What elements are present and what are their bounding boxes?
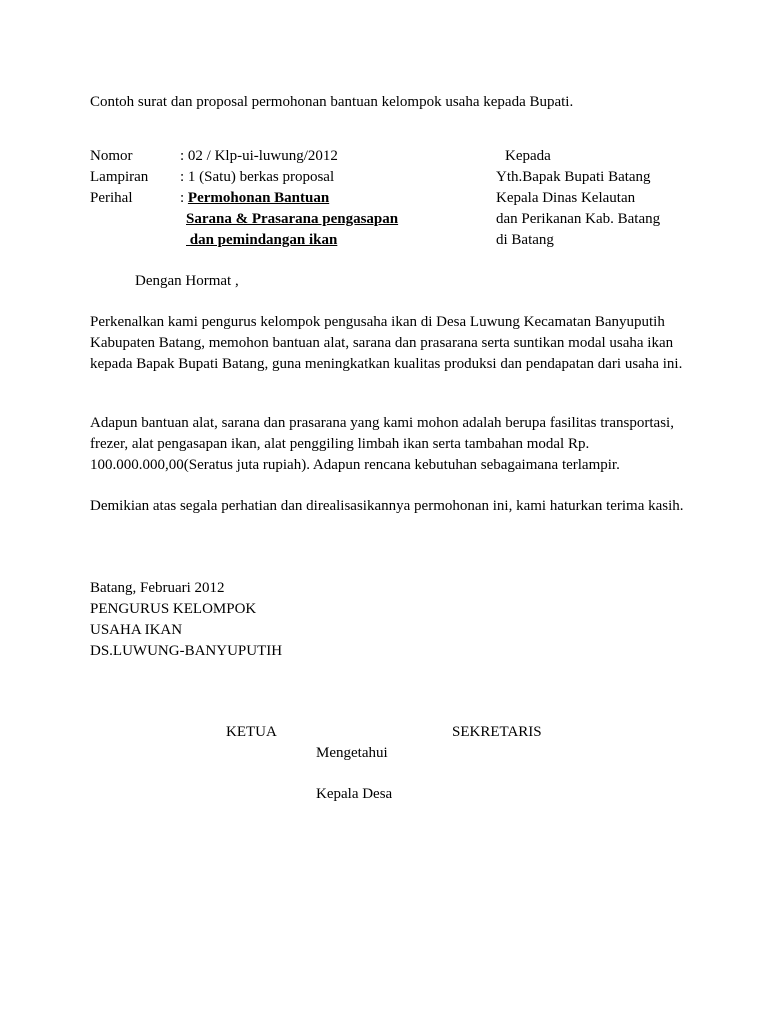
perihal-label: Perihal [90,190,133,206]
lampiran-label: Lampiran [90,169,149,185]
recipient-line1: Kepada [505,148,551,164]
lampiran-value: : 1 (Satu) berkas proposal [180,169,335,185]
closing-org-line2: USAHA IKAN [90,622,183,638]
recipient-line2: Yth.Bapak Bupati Batang [496,169,651,185]
closing-org-line1: PENGURUS KELOMPOK [90,601,257,617]
recipient-line5: di Batang [496,232,554,248]
signature-ketua: KETUA [226,724,277,740]
nomor-label: Nomor [90,148,133,164]
perihal-line3: dan pemindangan ikan [186,232,338,248]
nomor-value: : 02 / Klp-ui-luwung/2012 [180,148,338,164]
signature-sekretaris: SEKRETARIS [452,724,542,740]
signature-kepala-desa: Kepala Desa [316,786,393,802]
document-heading: Contoh surat dan proposal permohonan bantuan kelompok usaha kepada Bupati. [90,94,574,110]
perihal-value [180,188,329,209]
body-paragraph-2: Adapun bantuan alat, sarana dan prasarana yang kami mohon adalah berupa fasilitas transportasi, frezer, alat pengasapan ikan, alat penggiling limbah ikan serta tambahan modal Rp. 100.000.000,00(Seratus juta rupiah). Adapun rencana kebutuhan sebagaimana terlampir. [90,415,674,473]
perihal-colon: : [180,190,188,206]
closing-date: Batang, Februari 2012 [90,580,225,596]
perihal-line2: Sarana & Prasarana pengasapan [186,211,399,227]
body-paragraph-3: Demikian atas segala perhatian dan direalisasikannya permohonan ini, kami haturkan terima kasih. [90,498,684,514]
signature-mengetahui: Mengetahui [316,745,388,761]
closing-org-line3: DS.LUWUNG-BANYUPUTIH [90,643,283,659]
body-paragraph-1: Perkenalkan kami pengurus kelompok pengusaha ikan di Desa Luwung Kecamatan Banyuputih Kabupaten Batang, memohon bantuan alat, sarana dan prasarana serta suntikan modal usaha ikan kepada Bapak Bupati Batang, guna meningkatkan kualitas produksi dan pendapatan dari usaha ini. [90,314,683,372]
perihal-line1: Permohonan Bantuan [187,190,330,206]
recipient-line4: dan Perikanan Kab. Batang [496,211,661,227]
recipient-line3: Kepala Dinas Kelautan [496,190,636,206]
salutation: Dengan Hormat , [135,273,239,289]
